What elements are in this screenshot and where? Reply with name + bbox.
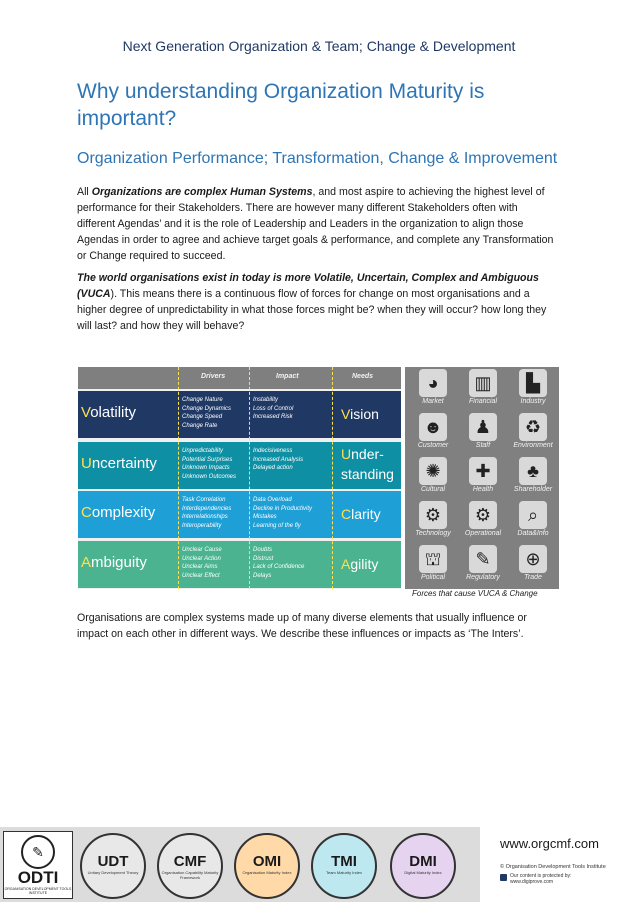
vuca-term: Complexity: [81, 504, 156, 521]
vuca-table-header: [78, 367, 401, 389]
regulatory-document-icon: ✎: [469, 545, 497, 573]
emphasis-vuca: The world organisations exist in today is more Volatile, Uncertain, Complex and Ambiguous (VUCA: [77, 272, 539, 300]
omi-logo: OMI Organisation Maturity Index: [234, 833, 300, 899]
force-label: Industry: [520, 398, 546, 405]
staff-icon: ♟: [469, 413, 497, 441]
environment-icon: ♻: [519, 413, 547, 441]
force-label: Political: [420, 574, 446, 581]
vuca-impact: Instability Loss of Control Increased Risk: [253, 397, 294, 420]
drivers-column-header: Drivers: [201, 373, 226, 380]
compass-icon: ✎: [21, 835, 55, 869]
column-divider: [249, 367, 250, 589]
vuca-table: [78, 367, 401, 589]
cultural-icon: ✺: [419, 457, 447, 485]
vuca-drivers: Unpredictability Potential Surprises Unknown Impacts Unknown Outcomes: [182, 448, 237, 480]
vuca-impact: Doubts Distrust Lack of Confidence Delays: [253, 547, 305, 579]
vuca-term: Uncertainty: [81, 455, 157, 472]
vuca-need: Agility: [341, 556, 379, 572]
column-divider: [178, 367, 179, 589]
vuca-impact: Indecisiveness Increased Analysis Delayed action: [253, 448, 304, 471]
tmi-logo: TMI Team Maturity Index: [311, 833, 377, 899]
force-label: Data&Info: [517, 530, 549, 537]
forces-caption: Forces that cause VUCA & Change: [412, 589, 538, 598]
needs-column-header: Needs: [352, 373, 374, 380]
vuca-row: [78, 541, 401, 588]
page-title: Why understanding Organization Maturity is important?: [77, 80, 485, 130]
vuca-impact: Data Overload Decline in Productivity Mistakes Learning of the fly: [253, 497, 313, 529]
force-label: Shareholder: [513, 486, 553, 493]
force-label: Market: [422, 398, 444, 405]
force-item: [459, 543, 507, 595]
force-label: Staff: [475, 442, 491, 449]
paragraph-vuca: The world organisations exist in today is more Volatile, Uncertain, Complex and Ambiguous (VUCA). This means there is a continuous flow of forces for change on most organisations and a higher degree of unpredictability in what those forces might be? when they will occur? how long they will last? and how they will behave?: [77, 272, 547, 332]
force-label: Health: [472, 486, 494, 493]
vuca-drivers: Unclear Cause Unclear Action Unclear Aims Unclear Effect: [182, 547, 222, 579]
paragraph-complex-human-systems: All Organizations are complex Human Systems, and most aspire to achieving the highest level of performance for their Stakeholders. There are however many different Stakeholders often with different Agendas’ and it is the role of Leadership and Leaders in the organization to align those Agendas in order to agree and achieve target goals & performance, and complete any Transformation or Change required to succeed.: [77, 186, 554, 262]
force-label: Regulatory: [466, 574, 500, 581]
health-cross-icon: ✚: [469, 457, 497, 485]
website-link[interactable]: www.orgcmf.com: [500, 836, 599, 851]
column-divider: [332, 367, 333, 589]
vuca-row: [78, 442, 401, 489]
trade-globe-icon: ⊕: [519, 545, 547, 573]
vuca-drivers: Change Nature Change Dynamics Change Speed Change Rate: [182, 397, 232, 429]
force-item: [409, 543, 457, 595]
force-label: Trade: [524, 574, 542, 581]
bar-chart-icon: ▥: [469, 369, 497, 397]
copyright-notice: © Organisation Development Tools Institute: [500, 864, 606, 870]
pie-chart-icon: ◕: [419, 369, 447, 397]
vuca-row: [78, 491, 401, 538]
force-label: Environment: [513, 442, 553, 449]
force-label: Operational: [464, 530, 502, 537]
vuca-need: Clarity: [341, 506, 381, 522]
odti-logo: ✎ ODTI ORGANISATION DEVELOPMENT TOOLS INSTITUTE: [3, 831, 73, 899]
vuca-term: Volatility: [81, 404, 137, 421]
vuca-need: Under- standing: [341, 446, 394, 482]
vuca-row: [78, 391, 401, 438]
force-label: Cultural: [420, 486, 446, 493]
forces-grid: [405, 367, 559, 589]
vuca-term: Ambiguity: [81, 554, 147, 571]
technology-icon: ⚙: [419, 501, 447, 529]
force-label: Technology: [415, 530, 451, 537]
shareholder-icon: ♣: [519, 457, 547, 485]
vuca-need: Vision: [341, 406, 379, 422]
force-item: [509, 543, 557, 595]
customer-icon: ☻: [419, 413, 447, 441]
udt-logo: UDT Unitary Development Theory: [80, 833, 146, 899]
page-header: Next Generation Organization & Team; Change & Development: [122, 38, 516, 54]
dmi-logo: DMI Digital Maturity Index: [390, 833, 456, 899]
data-search-icon: ⌕: [519, 501, 547, 529]
section-subtitle: Organization Performance; Transformation, Change & Improvement: [77, 150, 558, 167]
force-label: Customer: [417, 442, 449, 449]
factory-icon: ▙: [519, 369, 547, 397]
force-label: Financial: [468, 398, 497, 405]
political-building-icon: ⛫: [419, 545, 447, 573]
paragraph-inters: Organisations are complex systems made up of many diverse elements that usually influence or impact on each other in different ways. We describe these influences or impacts as ‘The Inters’.: [77, 612, 527, 640]
vuca-drivers: Task Correlation Interdependencies Interrelationships Interoperability: [182, 497, 232, 529]
footer-logo-strip: [0, 827, 480, 902]
digiprove-notice: Our content is protected by: www.digiprove.com: [500, 873, 571, 885]
cmf-logo: CMF Organisation Capability Maturity Framework: [157, 833, 223, 899]
impact-column-header: Impact: [276, 373, 299, 380]
operational-gear-icon: ⚙: [469, 501, 497, 529]
emphasis-complex-human-systems: Organizations are complex Human Systems: [91, 186, 313, 198]
